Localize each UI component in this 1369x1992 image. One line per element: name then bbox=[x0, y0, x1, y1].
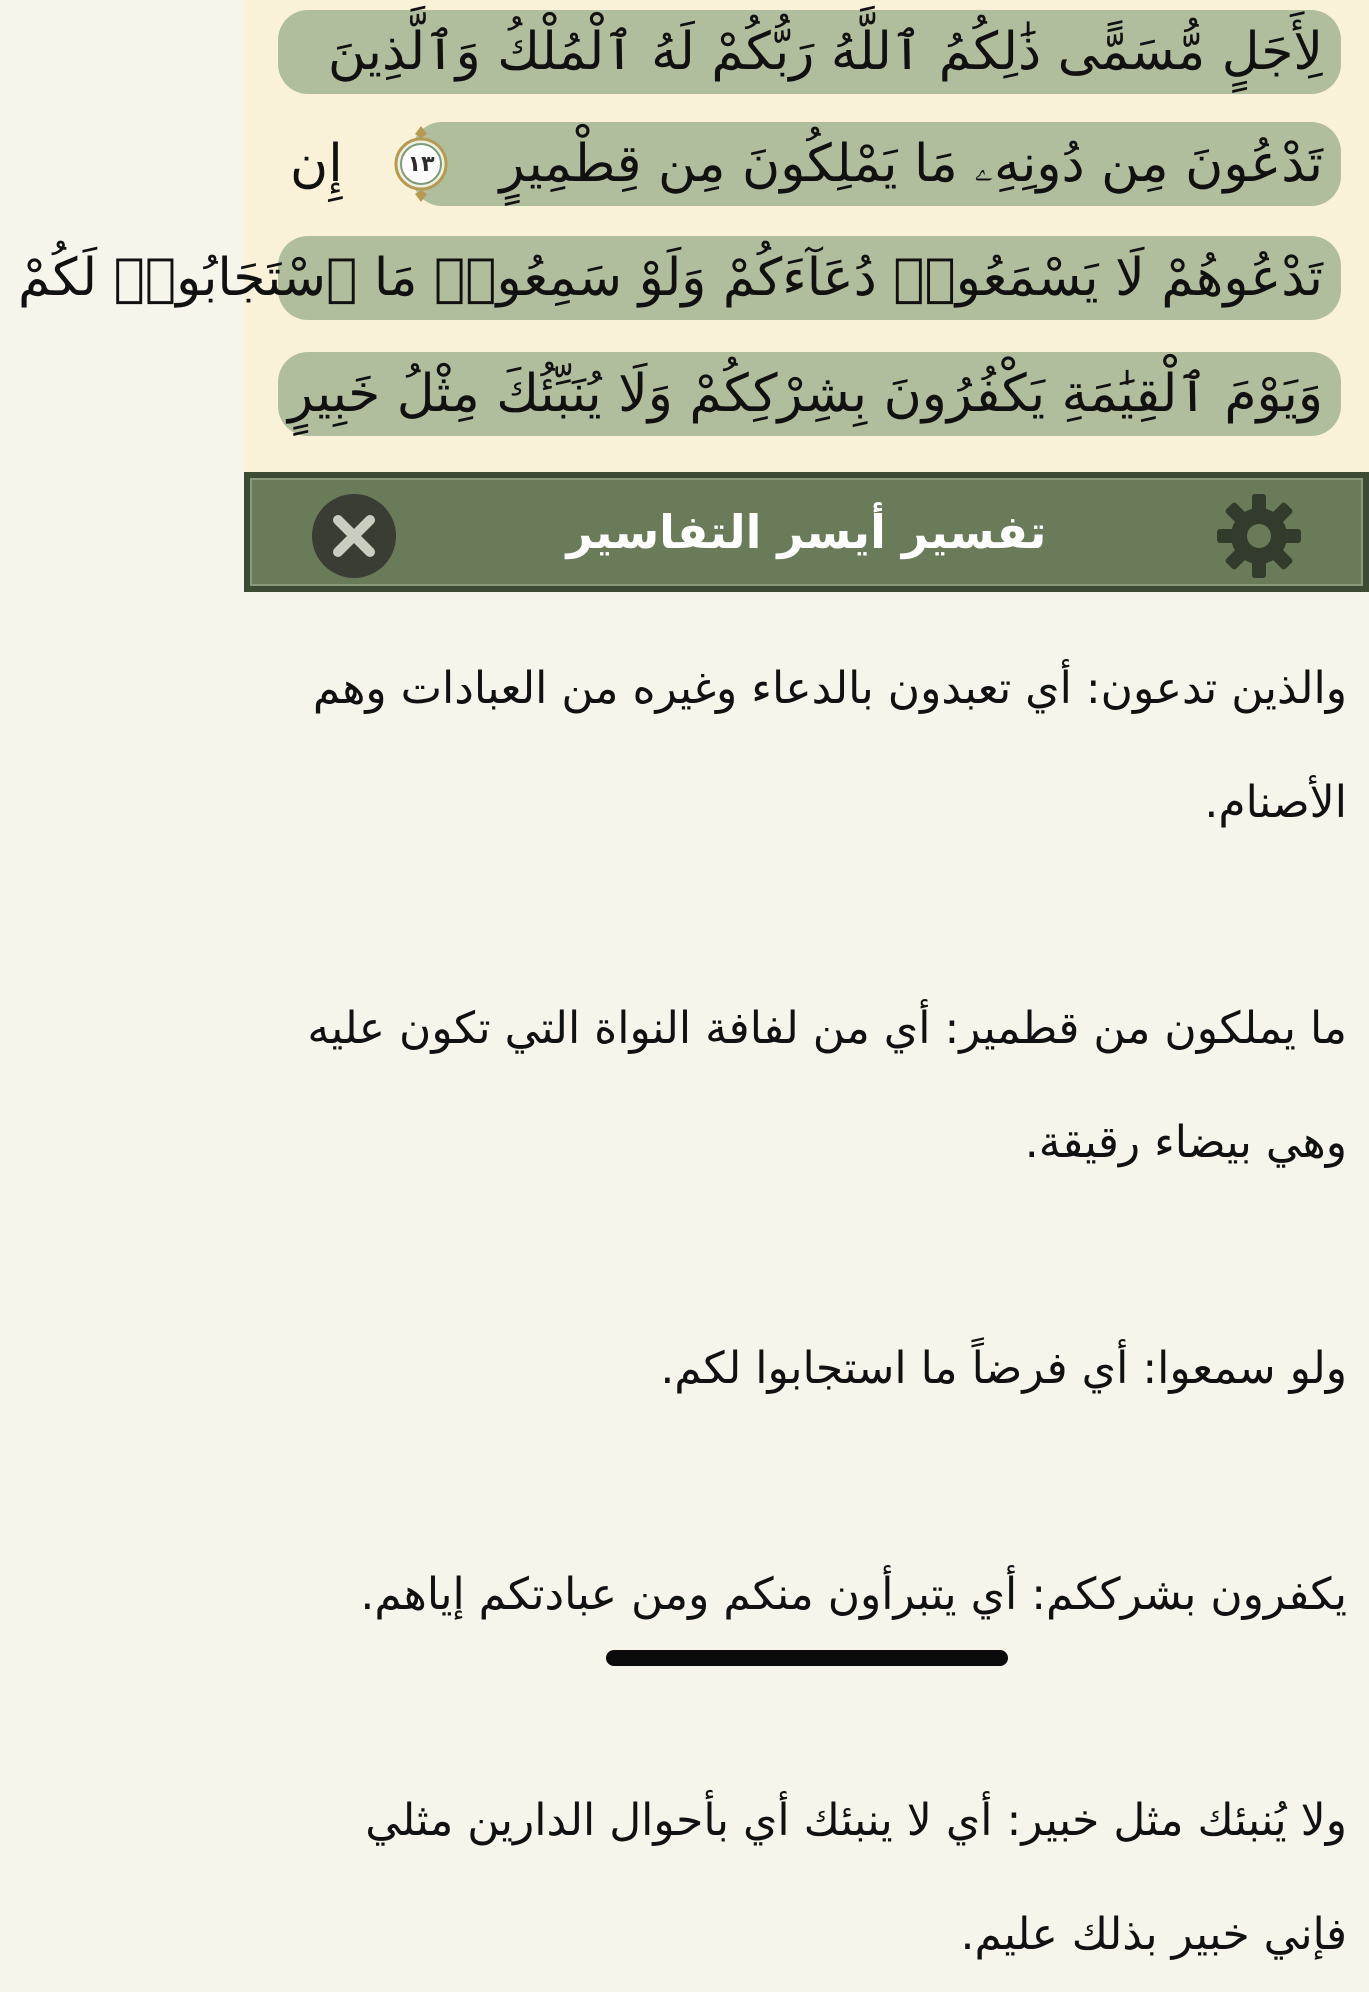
ayah-number-marker[interactable] bbox=[393, 124, 449, 204]
tafsir-title: تفسير أيسر التفاسير bbox=[566, 505, 1047, 559]
verse-line[interactable] bbox=[272, 6, 1341, 98]
tafsir-entry: يكفرون بشرككم: أي يتبرأون منكم ومن عبادتكم إياهم. bbox=[360, 1569, 1347, 1620]
tafsir-text bbox=[244, 592, 1369, 1992]
tafsir-entry: ولو سمعوا: أي فرضاً ما استجابوا لكم. bbox=[660, 1343, 1347, 1394]
tafsir-header-bar bbox=[250, 478, 1363, 586]
tafsir-header bbox=[244, 472, 1369, 592]
quran-page bbox=[17, 0, 1369, 472]
ayah-number: ١٣ bbox=[407, 151, 435, 177]
verse-text[interactable]: إِن bbox=[290, 134, 343, 194]
verse-line[interactable] bbox=[272, 348, 1341, 440]
home-indicator[interactable] bbox=[606, 1650, 1008, 1666]
tafsir-entry: ولا يُنبئك مثل خبير: أي لا ينبئك أي بأحوال الدارين مثلي فإني خبير بذلك عليم. bbox=[365, 1795, 1347, 1960]
verse-text[interactable]: لِأَجَلٍ مُّسَمًّى ذَٰلِكُمُ ٱللَّهُ رَبُّكُمْ لَهُ ٱلْمُلْكُ وَٱلَّذِينَ bbox=[327, 22, 1323, 82]
tafsir-entry: ما يملكون من قطمير: أي من لفافة النواة التي تكون عليه وهي بيضاء رقيقة. bbox=[307, 1003, 1347, 1168]
tafsir-body[interactable] bbox=[244, 592, 1369, 1960]
verse-line[interactable] bbox=[272, 118, 1341, 210]
verse-line[interactable] bbox=[17, 232, 1341, 324]
gear-icon bbox=[1215, 492, 1303, 580]
settings-button[interactable] bbox=[1215, 492, 1303, 580]
verse-text[interactable]: وَيَوْمَ ٱلْقِيَٰمَةِ يَكْفُرُونَ بِشِرْكِكُمْ وَلَا يُنَبِّئُكَ مِثْلُ خَبِيرٍ bbox=[288, 364, 1323, 424]
verse-text[interactable]: تَدْعُونَ مِن دُونِهِۦ مَا يَمْلِكُونَ مِن قِطْمِيرٍ bbox=[499, 134, 1323, 194]
verse-text[interactable]: تَدْعُوهُمْ لَا يَسْمَعُوا۟ دُعَآءَكُمْ وَلَوْ سَمِعُوا۟ مَا ٱسْتَجَابُوا۟ لَكُمْ bbox=[17, 248, 1323, 308]
tafsir-entry: والذين تدعون: أي تعبدون بالدعاء وغيره من العبادات وهم الأصنام. bbox=[312, 663, 1347, 828]
